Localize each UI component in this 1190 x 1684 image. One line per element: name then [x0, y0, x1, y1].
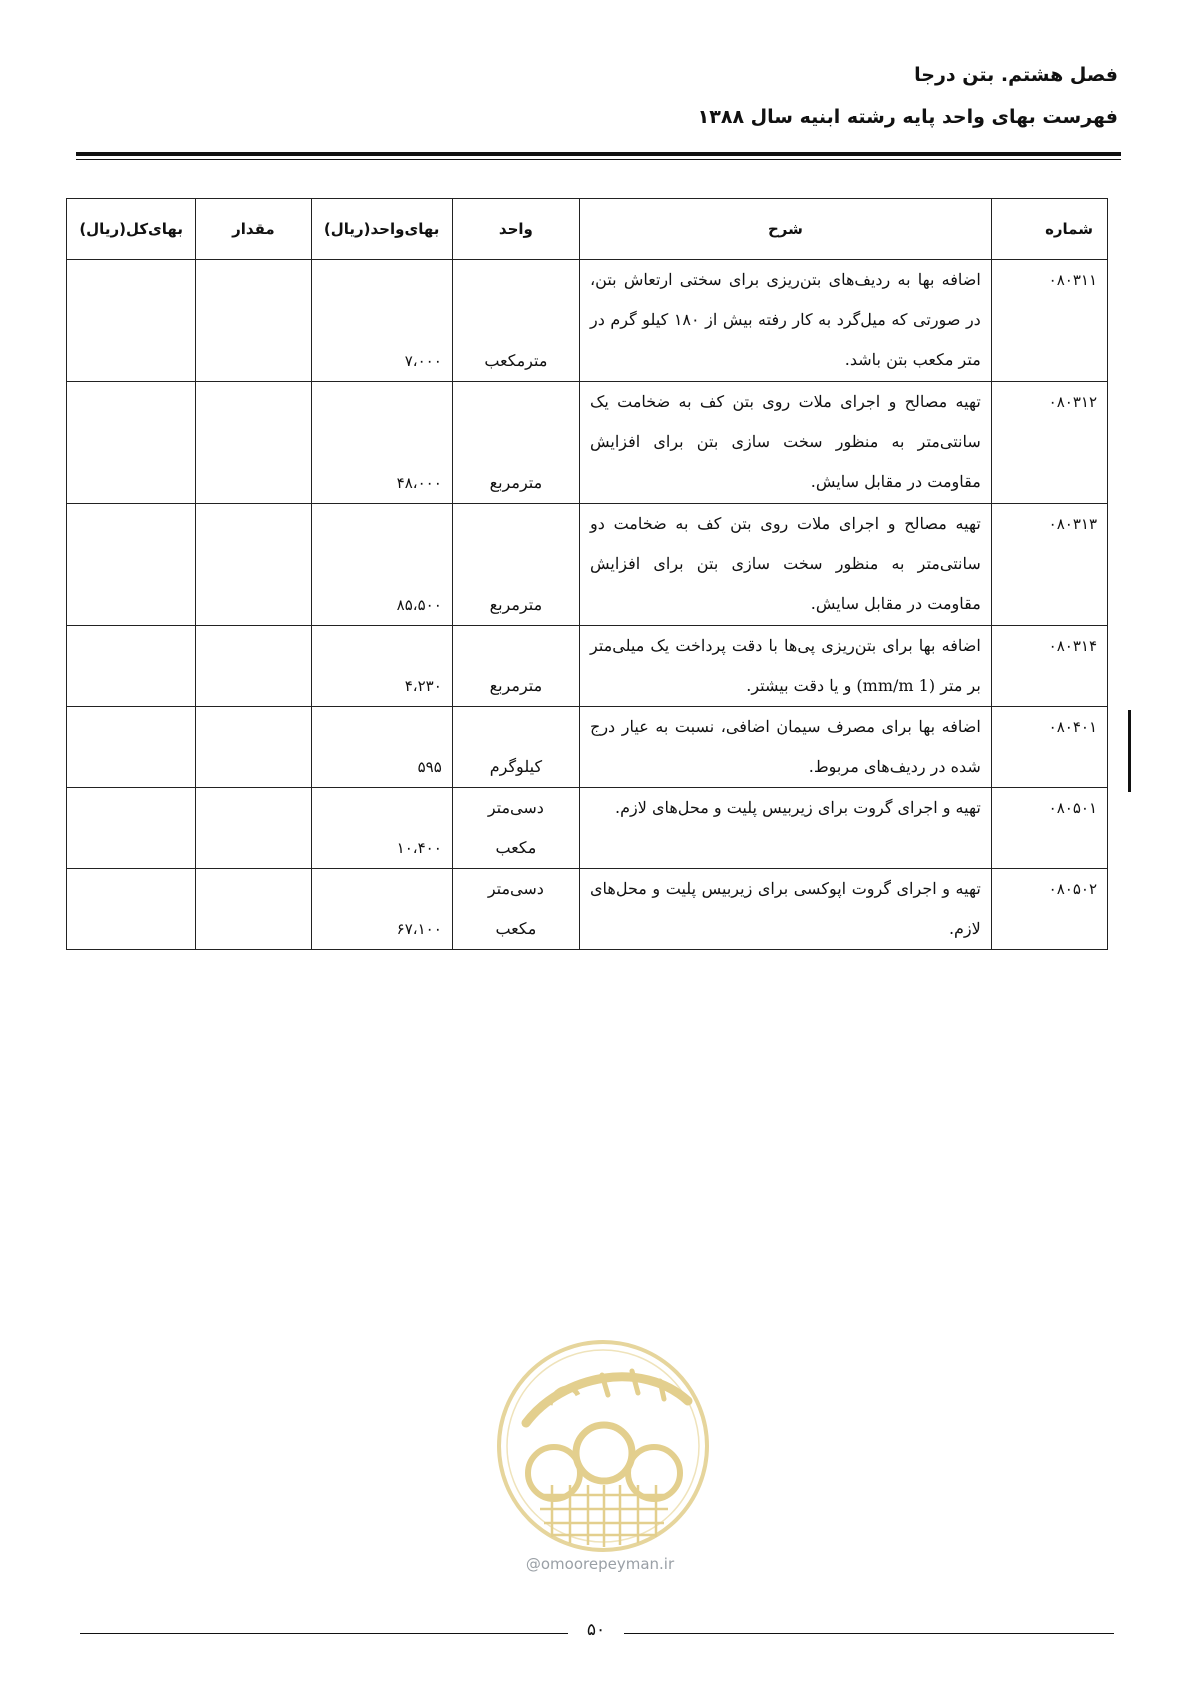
price-table: [66, 198, 1108, 950]
row-unit-price: ۶۷،۱۰۰: [311, 869, 452, 950]
header-unit: واحد: [452, 199, 579, 260]
table-row: [67, 260, 1108, 382]
table-row: [67, 382, 1108, 504]
header-total-price: بهای‌کل(ریال): [67, 199, 196, 260]
row-number: ۰۸۰۵۰۲: [991, 869, 1107, 950]
row-total: [67, 707, 196, 788]
table-row: [67, 788, 1108, 869]
row-unit-line2: مکعب: [495, 919, 537, 938]
header-description: شرح: [580, 199, 992, 260]
row-quantity: [196, 260, 311, 382]
row-number: ۰۸۰۵۰۱: [991, 788, 1107, 869]
row-unit: کیلوگرم: [452, 707, 579, 788]
chapter-title: فصل هشتم. بتن درجا: [914, 64, 1118, 86]
footer-rule-right: [624, 1633, 1114, 1634]
row-unit-price: ۷،۰۰۰: [311, 260, 452, 382]
row-total: [67, 869, 196, 950]
row-number: ۰۸۰۳۱۳: [991, 504, 1107, 626]
row-number: ۰۸۰۳۱۲: [991, 382, 1107, 504]
row-total: [67, 382, 196, 504]
row-total: [67, 626, 196, 707]
row-unit-price: ۸۵،۵۰۰: [311, 504, 452, 626]
row-unit-price: ۴،۲۳۰: [311, 626, 452, 707]
header-rule-thin: [76, 159, 1121, 160]
watermark-caption: @omoorepeyman.ir: [525, 1555, 675, 1573]
table-row: [67, 707, 1108, 788]
row-unit: [452, 788, 579, 869]
row-description: تهیه مصالح و اجرای ملات روی بتن کف به ضخامت یک سانتی‌متر به منظور سخت سازی بتن برای افزایش مقاومت در مقابل سایش.: [580, 382, 992, 504]
row-description: اضافه بها به ردیف‌های بتن‌ریزی برای سختی ارتعاش بتن، در صورتی که میل‌گرد به کار رفته بیش از ۱۸۰ کیلو گرم در متر مکعب بتن باشد.: [580, 260, 992, 382]
row-quantity: [196, 626, 311, 707]
row-description: تهیه مصالح و اجرای ملات روی بتن کف به ضخامت دو سانتی‌متر به منظور سخت سازی بتن برای افزایش مقاومت در مقابل سایش.: [580, 504, 992, 626]
row-total: [67, 260, 196, 382]
margin-mark: [1128, 710, 1131, 792]
row-unit: [452, 869, 579, 950]
row-total: [67, 504, 196, 626]
table-row: [67, 504, 1108, 626]
table-header-row: [67, 199, 1108, 260]
footer-rule-left: [80, 1633, 568, 1634]
row-quantity: [196, 382, 311, 504]
row-quantity: [196, 707, 311, 788]
page-number: ۵۰: [586, 1620, 606, 1640]
row-number: ۰۸۰۳۱۱: [991, 260, 1107, 382]
row-quantity: [196, 788, 311, 869]
row-unit-price: ۵۹۵: [311, 707, 452, 788]
row-unit: مترمربع: [452, 382, 579, 504]
row-total: [67, 788, 196, 869]
row-description: اضافه بها برای بتن‌ریزی پی‌ها با دقت پرداخت یک میلی‌متر بر متر (1 mm/m) و یا دقت بیشتر.: [580, 626, 992, 707]
row-quantity: [196, 504, 311, 626]
page-header: [698, 60, 1118, 132]
row-unit: مترمکعب: [452, 260, 579, 382]
header-rule-thick: [76, 152, 1121, 156]
row-number: ۰۸۰۴۰۱: [991, 707, 1107, 788]
omoorepeyman-logo: [492, 1335, 714, 1557]
table-row: [67, 869, 1108, 950]
header-unit-price: بهای‌واحد(ریال): [311, 199, 452, 260]
row-unit: مترمربع: [452, 626, 579, 707]
row-unit: مترمربع: [452, 504, 579, 626]
catalog-title: فهرست بهای واحد پایه رشته ابنیه سال ۱۳۸۸: [697, 106, 1118, 128]
row-unit-line2: مکعب: [495, 838, 537, 857]
row-description: اضافه بها برای مصرف سیمان اضافی، نسبت به عیار درج شده در ردیف‌های مربوط.: [580, 707, 992, 788]
row-unit-line1: دسی‌متر: [487, 879, 544, 898]
row-description: تهیه و اجرای گروت برای زیربیس پلیت و محل‌های لازم.: [580, 788, 992, 869]
row-unit-price: ۴۸،۰۰۰: [311, 382, 452, 504]
header-number: شماره: [991, 199, 1107, 260]
row-unit-line1: دسی‌متر: [487, 798, 544, 817]
row-number: ۰۸۰۳۱۴: [991, 626, 1107, 707]
row-quantity: [196, 869, 311, 950]
header-quantity: مقدار: [196, 199, 311, 260]
table-row: [67, 626, 1108, 707]
row-description: تهیه و اجرای گروت اپوکسی برای زیربیس پلیت و محل‌های لازم.: [580, 869, 992, 950]
row-unit-price: ۱۰،۴۰۰: [311, 788, 452, 869]
